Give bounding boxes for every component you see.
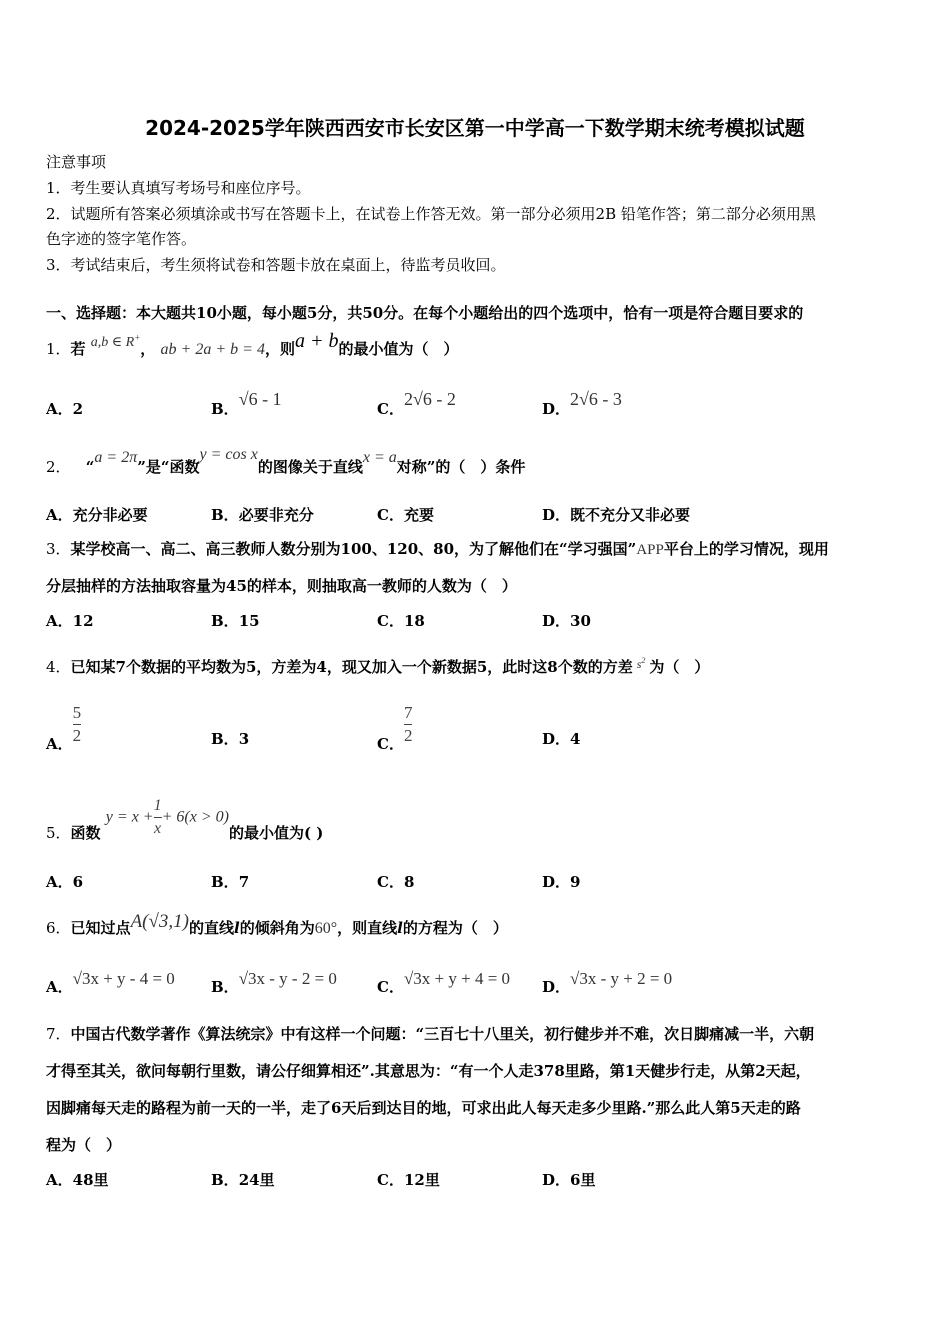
math-sup: +: [134, 332, 141, 343]
question-3: [46, 538, 829, 559]
math-expr: l: [234, 919, 240, 937]
notice-item: 2．试题所有答案必须填涂或书写在答题卡上，在试卷上作答无效。第一部分必须用2B 铅笔作答；第二部分必须用黑: [46, 205, 816, 223]
option-text: 充分非必要: [72, 506, 148, 524]
fraction: [73, 703, 82, 746]
math-expr: APP: [636, 542, 664, 558]
question-number: 2．: [46, 458, 71, 476]
option-text: √3x - y + 2 = 0: [570, 969, 673, 988]
option-c: [377, 504, 434, 525]
option-text: 30: [570, 612, 591, 630]
option-label: D．: [542, 730, 571, 748]
question-text: 中国古代数学著作《算法统宗》中有这样一个问题：“三百七十八里关，初行健步并不难，次日脚痛减一半，六朝: [70, 1025, 815, 1043]
option-c: [377, 610, 425, 631]
option-label: C．: [377, 400, 404, 418]
option-text: 7: [238, 873, 250, 891]
option-text: √6 - 1: [238, 389, 282, 409]
option-text: 8: [403, 873, 415, 891]
notice-item: 1．考生要认真填写考场号和座位序号。: [46, 179, 311, 197]
math-expr: a + b: [294, 330, 339, 352]
question-text: ，则: [264, 340, 295, 358]
question-number: 3．: [46, 540, 71, 558]
option-text: 48里: [72, 1171, 109, 1189]
math-expr: [637, 657, 646, 671]
question-5: [46, 796, 324, 842]
section-heading: 一、选择题：本大题共10小题，每小题5分，共50分。在每个小题给出的四个选项中，恰有一项是符合题目要求的: [46, 304, 804, 322]
option-text: 4: [570, 730, 581, 748]
option-b: [211, 504, 314, 525]
math-expr: A(√3,1): [130, 911, 190, 932]
option-label: A．: [46, 1171, 73, 1189]
question-text: “: [85, 458, 95, 476]
option-text: 12里: [403, 1171, 440, 1189]
option-a: [46, 398, 83, 419]
option-text: 9: [570, 873, 581, 891]
option-text: 6里: [570, 1171, 596, 1189]
option-text: 3: [238, 730, 250, 748]
option-b: [211, 389, 282, 419]
question-2: [46, 446, 526, 477]
option-label: A．: [46, 612, 73, 630]
math-text: s: [636, 657, 642, 671]
option-b: [211, 871, 249, 892]
option-label: B．: [211, 873, 239, 891]
option-label: A．: [46, 506, 73, 524]
option-label: D．: [542, 1171, 571, 1189]
option-c: [377, 969, 511, 997]
notice-item: 色字迹的签字笔作答。: [46, 230, 197, 248]
option-text: 2√6 - 2: [403, 389, 456, 409]
math-text: a,b ∈ R: [90, 335, 135, 350]
option-text: 12: [72, 612, 94, 630]
fraction-denominator: x: [154, 820, 162, 837]
option-label: A．: [46, 978, 73, 996]
option-label: C．: [377, 612, 404, 630]
option-label: B．: [211, 730, 239, 748]
option-label: C．: [377, 1171, 404, 1189]
question-text: 某学校高一、高二、高三教师人数分别为100、120、80，为了解他们在“学习强国”: [70, 540, 637, 558]
option-label: B．: [211, 506, 239, 524]
option-a: [46, 610, 94, 631]
option-d: [542, 871, 580, 892]
question-text: 程为（ ）: [46, 1136, 122, 1154]
fraction: [404, 703, 413, 746]
math-expr: + 6(x > 0): [161, 808, 229, 826]
math-expr: y = cos x: [199, 446, 258, 463]
math-expr: y = x +: [105, 808, 154, 826]
question-4: [46, 656, 709, 677]
question-text: 的倾斜角为: [239, 919, 315, 937]
option-label: D．: [542, 873, 571, 891]
question-number: 4．: [46, 658, 71, 676]
option-label: C．: [377, 506, 404, 524]
question-1: [46, 330, 459, 360]
option-b: [211, 610, 260, 631]
question-text: 的直线: [189, 919, 235, 937]
question-text: 分层抽样的方法抽取容量为45的样本，则抽取高一教师的人数为（ ）: [46, 577, 517, 595]
fraction-numerator: 7: [403, 703, 413, 722]
fraction: [154, 796, 162, 839]
option-b: [211, 1169, 275, 1190]
option-text: 必要非充分: [238, 506, 314, 524]
option-a: [46, 969, 175, 997]
option-label: B．: [211, 1171, 239, 1189]
notice-item: 3．考试结束后，考生须将试卷和答题卡放在桌面上，待监考员收回。: [46, 256, 506, 274]
option-c: [377, 1169, 440, 1190]
option-d: [542, 504, 690, 525]
option-text: 15: [238, 612, 260, 630]
option-b: [211, 969, 337, 997]
option-a: [46, 871, 83, 892]
math-expr: a = 2π: [94, 449, 138, 466]
question-text: 若: [70, 340, 86, 358]
question-text: 才得至其关，欲问每朝行里数，请公仔细算相还”.其意思为：“有一个人走378里路，第1天健步行走，从第2天起，: [46, 1062, 811, 1080]
fraction-numerator: 5: [72, 703, 82, 722]
fraction-denominator: 2: [403, 726, 413, 745]
fraction-denominator: 2: [72, 726, 82, 745]
question-number: 5．: [46, 823, 71, 842]
option-label: A．: [46, 400, 73, 418]
option-a: [46, 703, 82, 753]
question-number: 7．: [46, 1025, 71, 1043]
question-text: 的最小值为( ): [228, 823, 324, 842]
question-text: ，则直线: [337, 919, 398, 937]
option-text: 充要: [403, 506, 434, 524]
option-d: [542, 610, 591, 631]
question-text: 已知某7个数据的平均数为5，方差为4，现又加入一个新数据5，此时这8个数的方差: [70, 658, 633, 676]
fraction-numerator: 1: [153, 797, 162, 814]
math-expr: 60°: [314, 920, 338, 937]
option-a: [46, 1169, 109, 1190]
page-title: 2024-2025学年陕西西安市长安区第一中学高一下数学期末统考模拟试题: [145, 116, 805, 140]
option-text: 6: [72, 873, 84, 891]
option-label: D．: [542, 400, 571, 418]
question-number: 6．: [46, 919, 71, 937]
option-text: 2: [72, 400, 84, 418]
question-text: 因脚痛每天走的路程为前一天的一半，走了6天后到达目的地，可求出此人每天走多少里路.”那么此人第5天走的路: [46, 1099, 801, 1117]
question-text: 函数: [70, 823, 101, 842]
option-c: [377, 871, 414, 892]
option-label: D．: [542, 978, 571, 996]
math-sup: 2: [641, 656, 646, 665]
question-text: 已知过点: [70, 919, 131, 937]
option-d: [542, 728, 580, 749]
option-label: A．: [46, 873, 73, 891]
option-text: 18: [403, 612, 425, 630]
question-7: [46, 1023, 814, 1044]
option-label: D．: [542, 612, 571, 630]
option-b: [211, 728, 249, 749]
option-d: [542, 389, 622, 419]
option-label: B．: [211, 978, 239, 996]
option-text: 24里: [238, 1171, 275, 1189]
question-6: [46, 911, 508, 939]
option-label: B．: [211, 400, 239, 418]
option-text: 2√6 - 3: [570, 389, 622, 409]
option-c: [377, 703, 413, 753]
math-expr: [90, 332, 141, 350]
question-text: ，: [140, 340, 156, 358]
question-text: 的最小值为（ ）: [338, 340, 459, 358]
option-text: √3x + y - 4 = 0: [72, 969, 175, 988]
math-expr: l: [397, 919, 403, 937]
option-text: √3x - y - 2 = 0: [238, 969, 337, 988]
math-expr: ab + 2a + b = 4: [160, 341, 265, 358]
option-c: [377, 389, 456, 419]
option-label: C．: [377, 978, 404, 996]
option-label: D．: [542, 506, 571, 524]
math-expr: x = a: [362, 449, 397, 466]
option-label: A．: [46, 734, 73, 753]
question-text: 为（ ）: [649, 658, 710, 676]
option-text: 既不充分又非必要: [570, 506, 691, 524]
option-a: [46, 504, 148, 525]
option-d: [542, 969, 673, 997]
question-text: 的方程为（ ）: [402, 919, 508, 937]
question-number: 1．: [46, 340, 71, 358]
question-text: 对称”的（ ）条件: [396, 458, 526, 476]
option-label: C．: [377, 734, 404, 753]
notice-heading: 注意事项: [46, 153, 107, 171]
option-label: C．: [377, 873, 404, 891]
option-text: √3x + y + 4 = 0: [403, 969, 511, 988]
question-text: ”是“函数: [137, 458, 200, 476]
option-label: B．: [211, 612, 239, 630]
question-text: 平台上的学习情况，现用: [663, 540, 829, 558]
option-d: [542, 1169, 595, 1190]
question-text: 的图像关于直线: [257, 458, 363, 476]
